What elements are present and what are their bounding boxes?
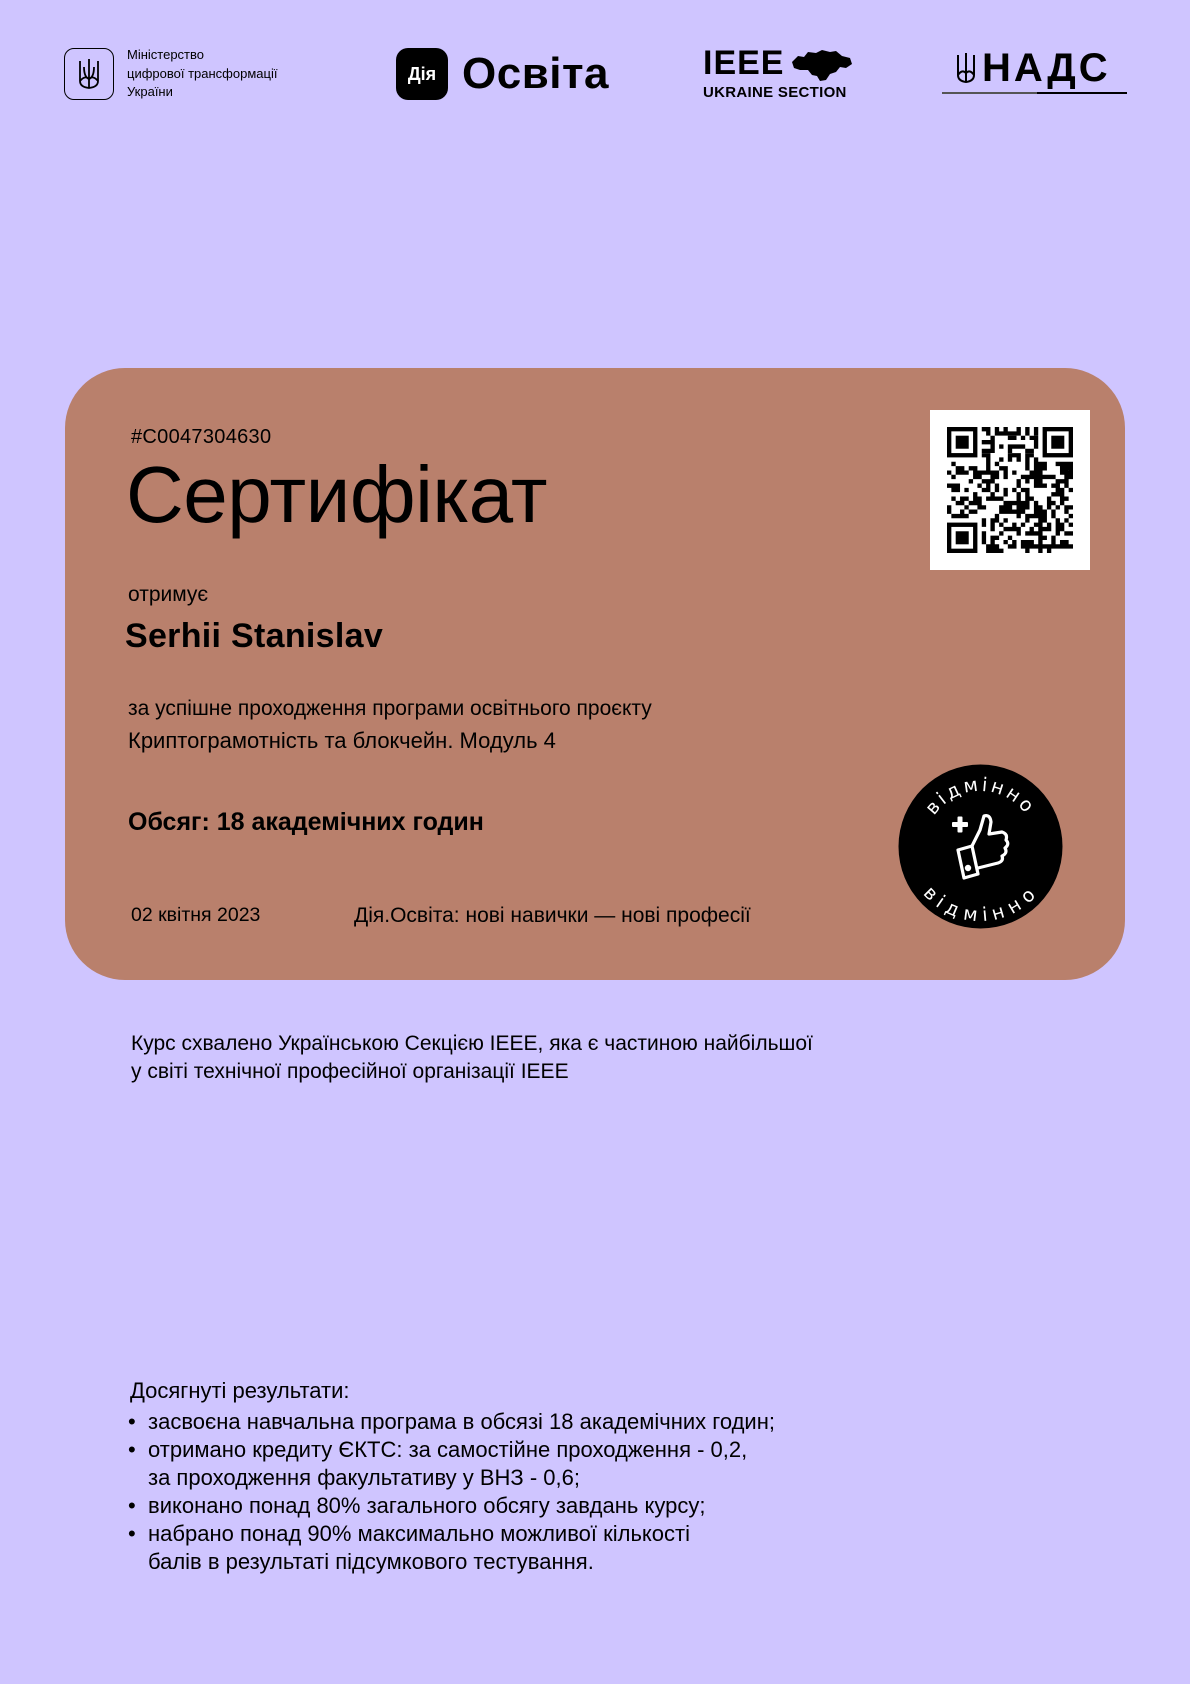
diia-osvita-logo — [396, 48, 609, 100]
list-item: • засвоєна навчальна програма в обсязі 18 академічних годин; — [128, 1408, 888, 1436]
certificate-title: Сертифікат — [126, 450, 548, 539]
course-name: Криптограмотність та блокчейн. Модуль 4 — [128, 728, 556, 753]
nads-underline — [942, 92, 1127, 96]
trident-icon — [64, 48, 114, 100]
list-item: • отримано кредиту ЄКТС: за самостійне проходження - 0,2, за проходження факультативу у ВНЗ - 0,6; — [128, 1436, 888, 1492]
osvita-wordmark: Освіта — [462, 49, 609, 98]
ministry-logo — [64, 46, 317, 102]
ieee-wordmark: IEEE — [703, 44, 785, 82]
ieee-section-label: UKRAINE SECTION — [703, 84, 847, 101]
nads-wordmark: НАДС — [982, 46, 1111, 90]
diia-app-icon: Дія — [396, 48, 448, 100]
ministry-name: Міністерство цифрової трансформації України — [127, 47, 278, 99]
list-item: • виконано понад 80% загального обсягу завдань курсу; — [128, 1492, 888, 1520]
ieee-approval-text: Курс схвалено Українською Секцією IEEE, яка є частиною найбільшої у світі технічної професійної організації IEEE — [131, 1032, 813, 1083]
course-volume: Обсяг: 18 академічних годин — [128, 808, 484, 836]
issue-date: 02 квітня 2023 — [131, 904, 261, 926]
results-list — [128, 1408, 888, 1576]
results-title: Досягнуті результати: — [130, 1378, 350, 1403]
list-item: • набрано понад 90% максимально можливої кількості балів в результаті підсумкового тестування. — [128, 1520, 888, 1576]
certificate-id: #C0047304630 — [131, 426, 272, 448]
excellent-badge — [898, 764, 1063, 929]
badge-bottom-text: відмінно — [919, 881, 1042, 927]
trident-icon — [956, 51, 976, 85]
badge-top-text: відмінно — [920, 773, 1041, 820]
ieee-logo — [703, 46, 854, 102]
description-text: за успішне проходження програми освітнього проєкту — [128, 697, 652, 720]
qr-code[interactable] — [930, 410, 1090, 570]
ukraine-map-icon — [790, 48, 854, 84]
nads-logo — [942, 46, 1127, 96]
receives-label: отримує — [128, 583, 209, 606]
recipient-name: Serhii Stanislav — [125, 617, 384, 655]
slogan: Дія.Освіта: нові навички — нові професії — [354, 904, 751, 927]
